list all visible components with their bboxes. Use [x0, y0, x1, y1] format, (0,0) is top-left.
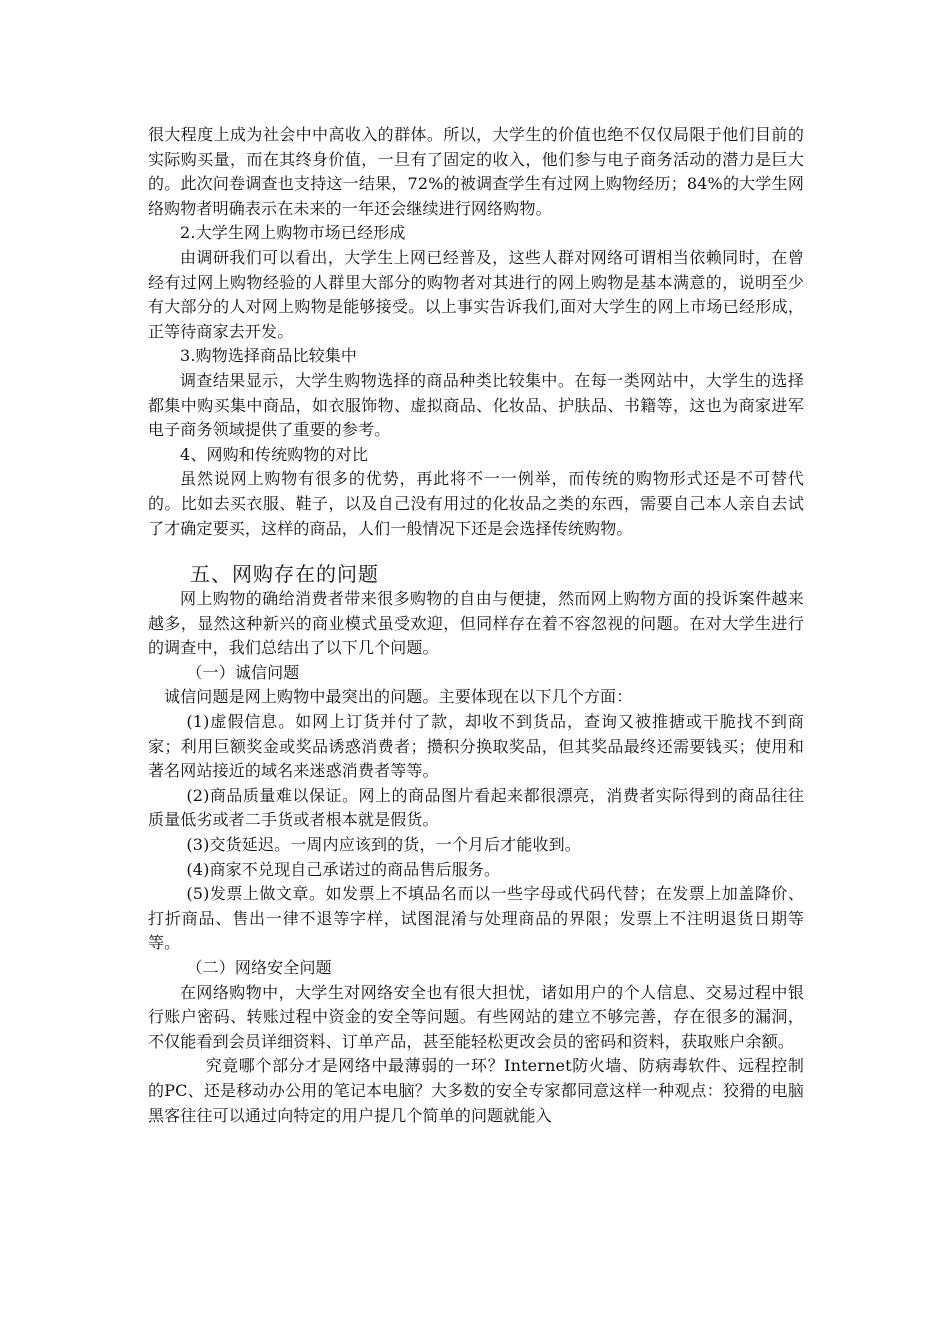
list-item-after-sales: (4)商家不兑现自己承诺过的商品售后服务。 — [186, 859, 501, 879]
paragraph-goods-concentrated: 调查结果显示，大学生购物选择的商品种类比较集中。在每一类网站中，大学生的选择都集中购买集中商品，如衣服饰物、虚拟商品、化妆品、护肤品、书籍等，这也为商家进军电子商务领域提供了重要的参考。 — [148, 370, 804, 440]
list-item-false-info: (1)虚假信息。如网上订货并付了款，却收不到货品，查询又被推搪或干脆找不到商家；利用巨额奖金或奖品诱惑消费者；攒积分换取奖品，但其奖品最终还需要钱买；使用和著名网站接近的域名来迷惑消费者等等。 — [148, 712, 804, 781]
paragraph-integrity-intro: 诚信问题是网上购物中最突出的问题。主要体现在以下几个方面： — [164, 687, 633, 707]
paragraph-continued: 很大程度上成为社会中中高收入的群体。所以，大学生的价值也绝不仅仅局限于他们目前的实际购买量，而在其终身价值，一旦有了固定的收入，他们参与电子商务活动的潜力是巨大的。此次问卷调查也支持这一结果，72%的被调查学生有过网上购物经历；84%的大学生网络购物者明确表示在未来的一年还会继续进行网络购物。 — [148, 125, 804, 218]
list-item-delivery-delay: (3)交货延迟。一周内应该到的货，一个月后才能收到。 — [186, 835, 581, 855]
paragraph-weakest-link: 究竟哪个部分才是网络中最薄弱的一环？Internet防火墙、防病毒软件、远程控制的PC、还是移动办公用的笔记本电脑？大多数的安全专家都同意这样一种观点：狡猾的电脑黑客往往可以通过向特定的用户提几个简单的问题就能入 — [148, 1056, 804, 1125]
document-body — [148, 123, 804, 1128]
paragraph-intro-problems: 网上购物的确给消费者带来很多购物的自由与便捷，然而网上购物方面的投诉案件越来越多，显然这种新兴的商业模式虽受欢迎，但同样存在着不容忽视的问题。在对大学生进行的调查中，我们总结出了以下几个问题。 — [148, 589, 804, 658]
paragraph-network-security: 在网络购物中，大学生对网络安全也有很大担忧，诸如用户的个人信息、交易过程中银行账户密码、转账过程中资金的安全等问题。有些网站的建立不够完善，存在很多的漏洞，不仅能看到会员详细资料、订单产品，甚至能轻松更改会员的密码和资料，获取账户余额。 — [148, 982, 804, 1051]
list-item-invoice: (5)发票上做文章。如发票上不填品名而以一些字母或代码代替；在发票上加盖降价、打折商品、售出一律不退等字样，试图混淆与处理商品的界限；发票上不注明退货日期等等。 — [148, 884, 804, 953]
subheading-goods-concentrated: 3.购物选择商品比较集中 — [180, 346, 358, 366]
paragraph-market-formed: 由调研我们可以看出，大学生上网已经普及，这些人群对网络可谓相当依赖同时，在曾经有过网上购物经验的人群里大部分的购物者对其进行的网上购物是基本满意的，说明至少有大部分的人对网上购物是能够接受。以上事实告诉我们,面对大学生的网上市场已经形成，正等待商家去开发。 — [148, 247, 804, 341]
section-heading: 五、网购存在的问题 — [190, 562, 379, 587]
list-item-quality: (2)商品质量难以保证。网上的商品图片看起来都很漂亮，消费者实际得到的商品往往质量低劣或者二手货或者根本就是假货。 — [148, 785, 804, 830]
section-spacer — [148, 541, 804, 555]
subheading-integrity: （一）诚信问题 — [186, 662, 300, 682]
subheading-market-formed: 2.大学生网上购物市场已经形成 — [180, 223, 406, 243]
subheading-online-vs-traditional: 4、网购和传统购物的对比 — [180, 444, 368, 464]
paragraph-online-vs-traditional: 虽然说网上购物有很多的优势，再此将不一一例举，而传统的购物形式还是不可替代的。比如去买衣服、鞋子，以及自己没有用过的化妆品之类的东西，需要自己本人亲自去试了才确定要买，这样的商品，人们一般情况下还是会选择传统购物。 — [148, 469, 804, 538]
subheading-network-security: （二）网络安全问题 — [186, 958, 332, 977]
